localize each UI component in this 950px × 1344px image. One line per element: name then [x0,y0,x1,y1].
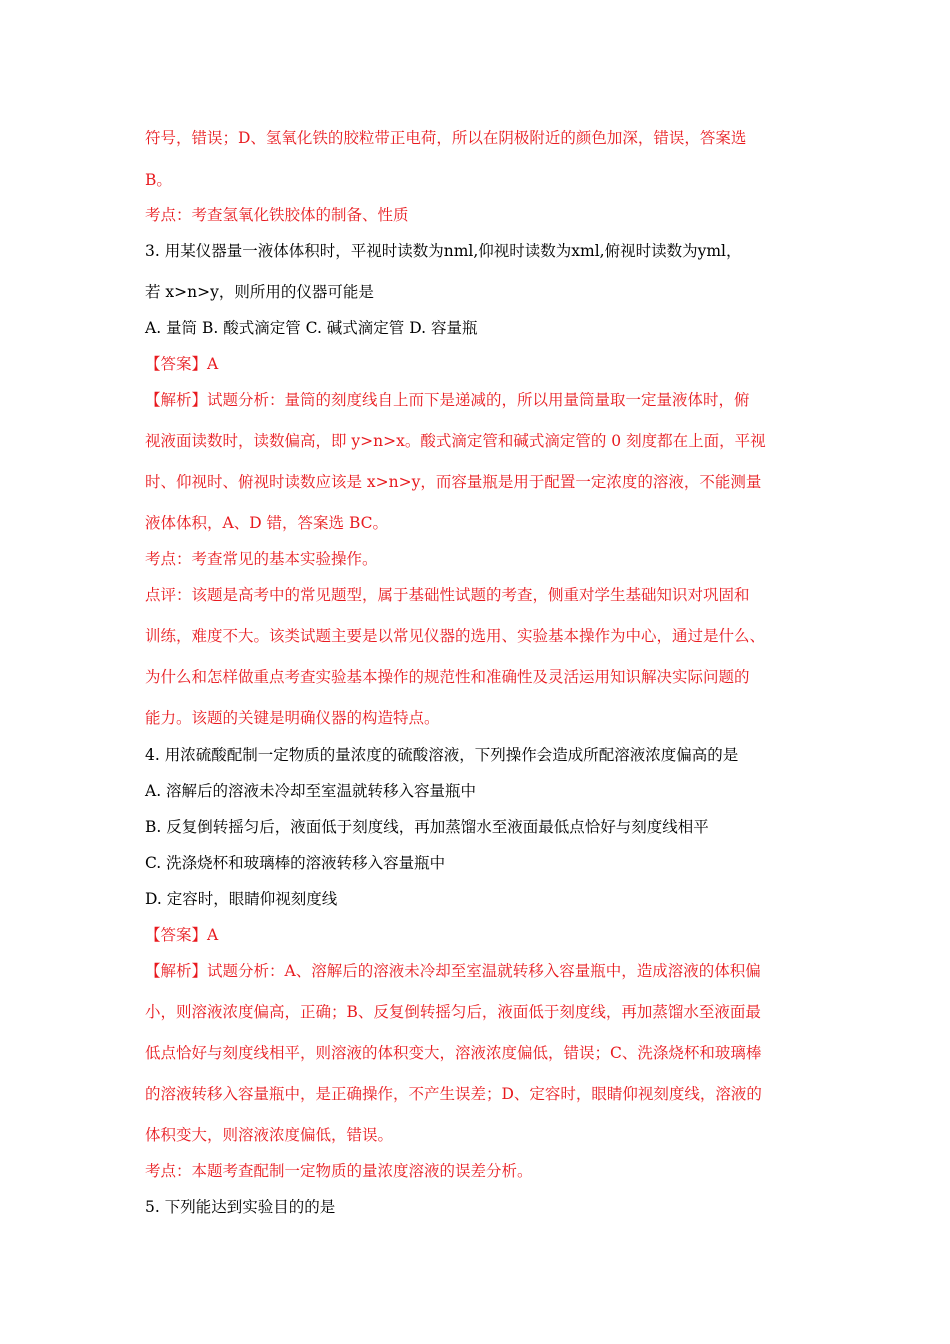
text-line: 4. 用浓硫酸配制一定物质的量浓度的硫酸溶液，下列操作会造成所配溶液浓度偏高的是 [145,746,739,764]
text-line: C. 洗涤烧杯和玻璃棒的溶液转移入容量瓶中 [145,854,446,872]
text-line: 符号，错误；D、氢氧化铁的胶粒带正电荷，所以在阴极附近的颜色加深，错误，答案选 [145,129,747,147]
text-line: 时、仰视时、俯视时读数应该是 x>n>y，而容量瓶是用于配置一定浓度的溶液，不能测量 [145,473,762,491]
text-line: D. 定容时，眼睛仰视刻度线 [145,890,338,908]
text-line: 视液面读数时，读数偏高，即 y>n>x。酸式滴定管和碱式滴定管的 0 刻度都在上面，平视 [145,432,766,450]
text-line: 液体体积，A、D 错，答案选 BC。 [145,514,389,532]
text-line: 【答案】A [145,355,219,373]
text-line: 能力。该题的关键是明确仪器的构造特点。 [145,709,440,727]
text-line: 为什么和怎样做重点考查实验基本操作的规范性和准确性及灵活运用知识解决实际问题的 [145,668,750,686]
text-line: 【答案】A [145,926,219,944]
text-line: 点评：该题是高考中的常见题型，属于基础性试题的考查，侧重对学生基础知识对巩固和 [145,586,750,604]
text-line: 3. 用某仪器量一液体体积时，平视时读数为nml,仰视时读数为xml,俯视时读数为yml， [145,242,742,260]
text-line: 考点：考查氢氧化铁胶体的制备、性质 [145,206,409,224]
text-line: B. 反复倒转摇匀后，液面低于刻度线，再加蒸馏水至液面最低点恰好与刻度线相平 [145,818,709,836]
text-line: 的溶液转移入容量瓶中，是正确操作，不产生误差；D、定容时，眼睛仰视刻度线，溶液的 [145,1085,762,1103]
text-line: 【解析】试题分析：A、溶解后的溶液未冷却至室温就转移入容量瓶中，造成溶液的体积偏 [145,962,761,980]
text-line: 考点：考查常见的基本实验操作。 [145,550,378,568]
text-line: 考点：本题考查配制一定物质的量浓度溶液的误差分析。 [145,1162,533,1180]
text-line: 小，则溶液浓度偏高，正确；B、反复倒转摇匀后，液面低于刻度线，再加蒸馏水至液面最 [145,1003,761,1021]
text-line: A. 量筒 B. 酸式滴定管 C. 碱式滴定管 D. 容量瓶 [145,319,478,337]
text-line: 训练，难度不大。该类试题主要是以常见仪器的选用、实验基本操作为中心，通过是什么、 [145,627,766,645]
text-line: B。 [145,171,172,189]
text-line: 低点恰好与刻度线相平，则溶液的体积变大，溶液浓度偏低，错误；C、洗涤烧杯和玻璃棒 [145,1044,762,1062]
text-line: 【解析】试题分析：量筒的刻度线自上而下是递减的，所以用量筒量取一定量液体时，俯 [145,391,750,409]
text-line: 体积变大，则溶液浓度偏低，错误。 [145,1126,394,1144]
text-line: 5. 下列能达到实验目的的是 [145,1198,336,1216]
text-line: 若 x>n>y，则所用的仪器可能是 [145,283,374,301]
text-line: A. 溶解后的溶液未冷却至室温就转移入容量瓶中 [145,782,477,800]
